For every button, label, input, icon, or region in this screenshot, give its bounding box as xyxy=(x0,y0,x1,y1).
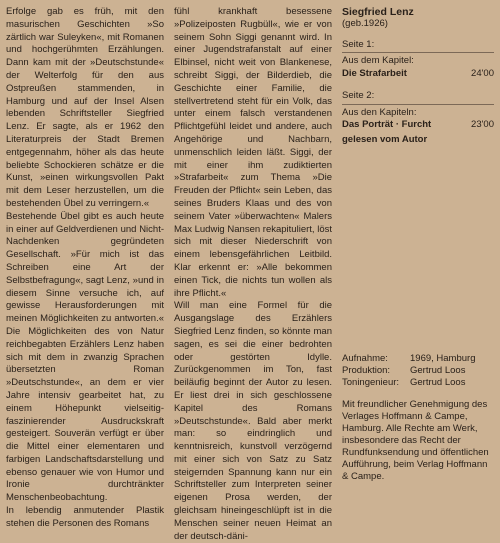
paragraph: fühl krankhaft besessene »Polizeiposten Rugbüll«, wie er von seinem Sohn Siggi genannt wird. In einer Jugendstrafanstalt auf einer Elbinsel, nicht weit von Blankenese, schreibt Siggi, der Bilderdieb, die Geschichte einer Familie, die stellvertretend steht für ein Volk, das unter einem falsch verstandenen Pflichtgefühl leidet und andere, auch Angehörige und Nachbarn, unmenschlich leiden läßt. Siggi, der mit einer ihm zudiktierten »Strafarbeit« zum Thema »Die Freuden der Pflicht« sein Leben, das seines Bruders Klaas und des von seinem Vater »überwachten« Malers Max Ludwig Nansen rekapituliert, löst sich mit dieser Niederschrift von einem lebensgefährlichen Leitbild. Klar erkennt er: »Alle bekommen einen Tick, die nichts tun wollen als ihre Pflicht.« xyxy=(174,6,332,299)
text-column-1 xyxy=(6,6,164,529)
divider xyxy=(342,52,494,53)
track-duration: 23'00 xyxy=(471,119,494,130)
track-duration: 24'00 xyxy=(471,67,494,79)
side-1-intro: Aus dem Kapitel: xyxy=(342,55,414,66)
copyright-note: Mit freundlicher Genehmigung des Verlages Hoffmann & Campe, Hamburg. Alle Rechte am Werk, insbesondere das Recht der Rundfunksendung und öffentlichen Aufführung, beim Verlag Hoffmann & Campe. xyxy=(342,399,489,482)
side-2-track xyxy=(342,119,494,132)
credit-key: Produktion: xyxy=(342,365,391,376)
credit-key: Toningenieur: xyxy=(342,377,400,388)
paragraph: In lebendig anmutender Plastik stehen die Personen des Romans xyxy=(6,505,164,529)
author-birth: (geb.1926) xyxy=(342,18,388,29)
side-2-intro: Aus den Kapiteln: xyxy=(342,106,417,118)
paragraph: Bestehende Übel gibt es auch heute in einer auf Geldverdienen und Nicht-Nachdenken gegründeten Gesellschaft. »Für mich ist das Schreiben eine Art der Selbstbefragung«, sagt Lenz, »und in diesem Sinne versuche ich, auf gewisse Herausforderungen mit meinen Möglichkeiten zu antworten.« Die Möglichkeiten des von Natur reichbegabten Erzählers Lenz haben sich mit dem in zwanzig Sprachen übersetzten Roman »Deutschstunde«, an dem er vier Jahre intensiv gearbeitet hat, zu einem Höhepunkt vielseitig-faszinierender Ausdruckskraft gesteigert. Souverän verfügt er über die Mittel einer elementaren und farbigen Landschaftsdarstellung und ebenso genauer wie von Humor und Ironie durchtränkter Menschenbeobachtung. xyxy=(6,210,164,504)
reader-credit: gelesen vom Autor xyxy=(342,133,428,145)
side-1-label: Seite 1: xyxy=(342,38,375,50)
paragraph: Erfolge gab es früh, mit den masurischen Geschichten »So zärtlich war Suleyken«, mit Romanen und hochgerühmten Erzählungen. Dann kam mit der »Deutschstunde« der Welterfolg für den aus Ostpreußen stammenden, in Hamburg und auf der Insel Alsen lebenden Schriftsteller Siegfried Lenz. Er sagte, als er 1962 den Literaturpreis der Stadt Bremen entgegennahm, höher als das heute beliebte Schockieren schätze er die Kunst, »einen wirkungsvollen Pakt mit dem Leser herzustellen, um die bestehenden Übel zu verringern.« xyxy=(6,6,164,209)
text-column-2 xyxy=(174,6,332,542)
track-title: Die Strafarbeit xyxy=(342,67,407,79)
credit-row xyxy=(342,365,494,377)
credit-row xyxy=(342,377,494,389)
side-1-track xyxy=(342,68,494,81)
credit-key: Aufnahme: xyxy=(342,353,388,364)
credit-value: Gertrud Loos xyxy=(410,365,466,376)
side-2-label: Seite 2: xyxy=(342,90,375,101)
divider xyxy=(342,104,494,105)
track-listing xyxy=(342,6,494,146)
track-title: Das Porträt · Furcht xyxy=(342,119,432,130)
credit-row xyxy=(342,353,494,365)
credit-value: Gertrud Loos xyxy=(410,377,466,388)
credit-value: 1969, Hamburg xyxy=(410,353,476,364)
author-name: Siegfried Lenz xyxy=(342,6,414,18)
recording-credits xyxy=(342,353,494,389)
paragraph: Will man eine Formel für die Ausgangslage des Erzählers Siegfried Lenz finden, so könnte man sagen, es sei die einer bedrohten oder gestörten Idylle. Zurückgenommen im Ton, fast beiläufig beginnt der Autor zu lesen. Er liest drei in sich geschlossene Kapitel des Romans »Deutschstunde«. Bald aber merkt man: so eindringlich und kenntnisreich, kunstvoll verzögernd mit einer sich von Satz zu Satz steigernden Spannung kann nur ein Schriftsteller zum Interpreten seiner eigenen Prosa werden, der gleichsam hineingeschlüpft ist in die Menschen seiner neuen Heimat an der deutsch-däni- xyxy=(174,300,332,542)
